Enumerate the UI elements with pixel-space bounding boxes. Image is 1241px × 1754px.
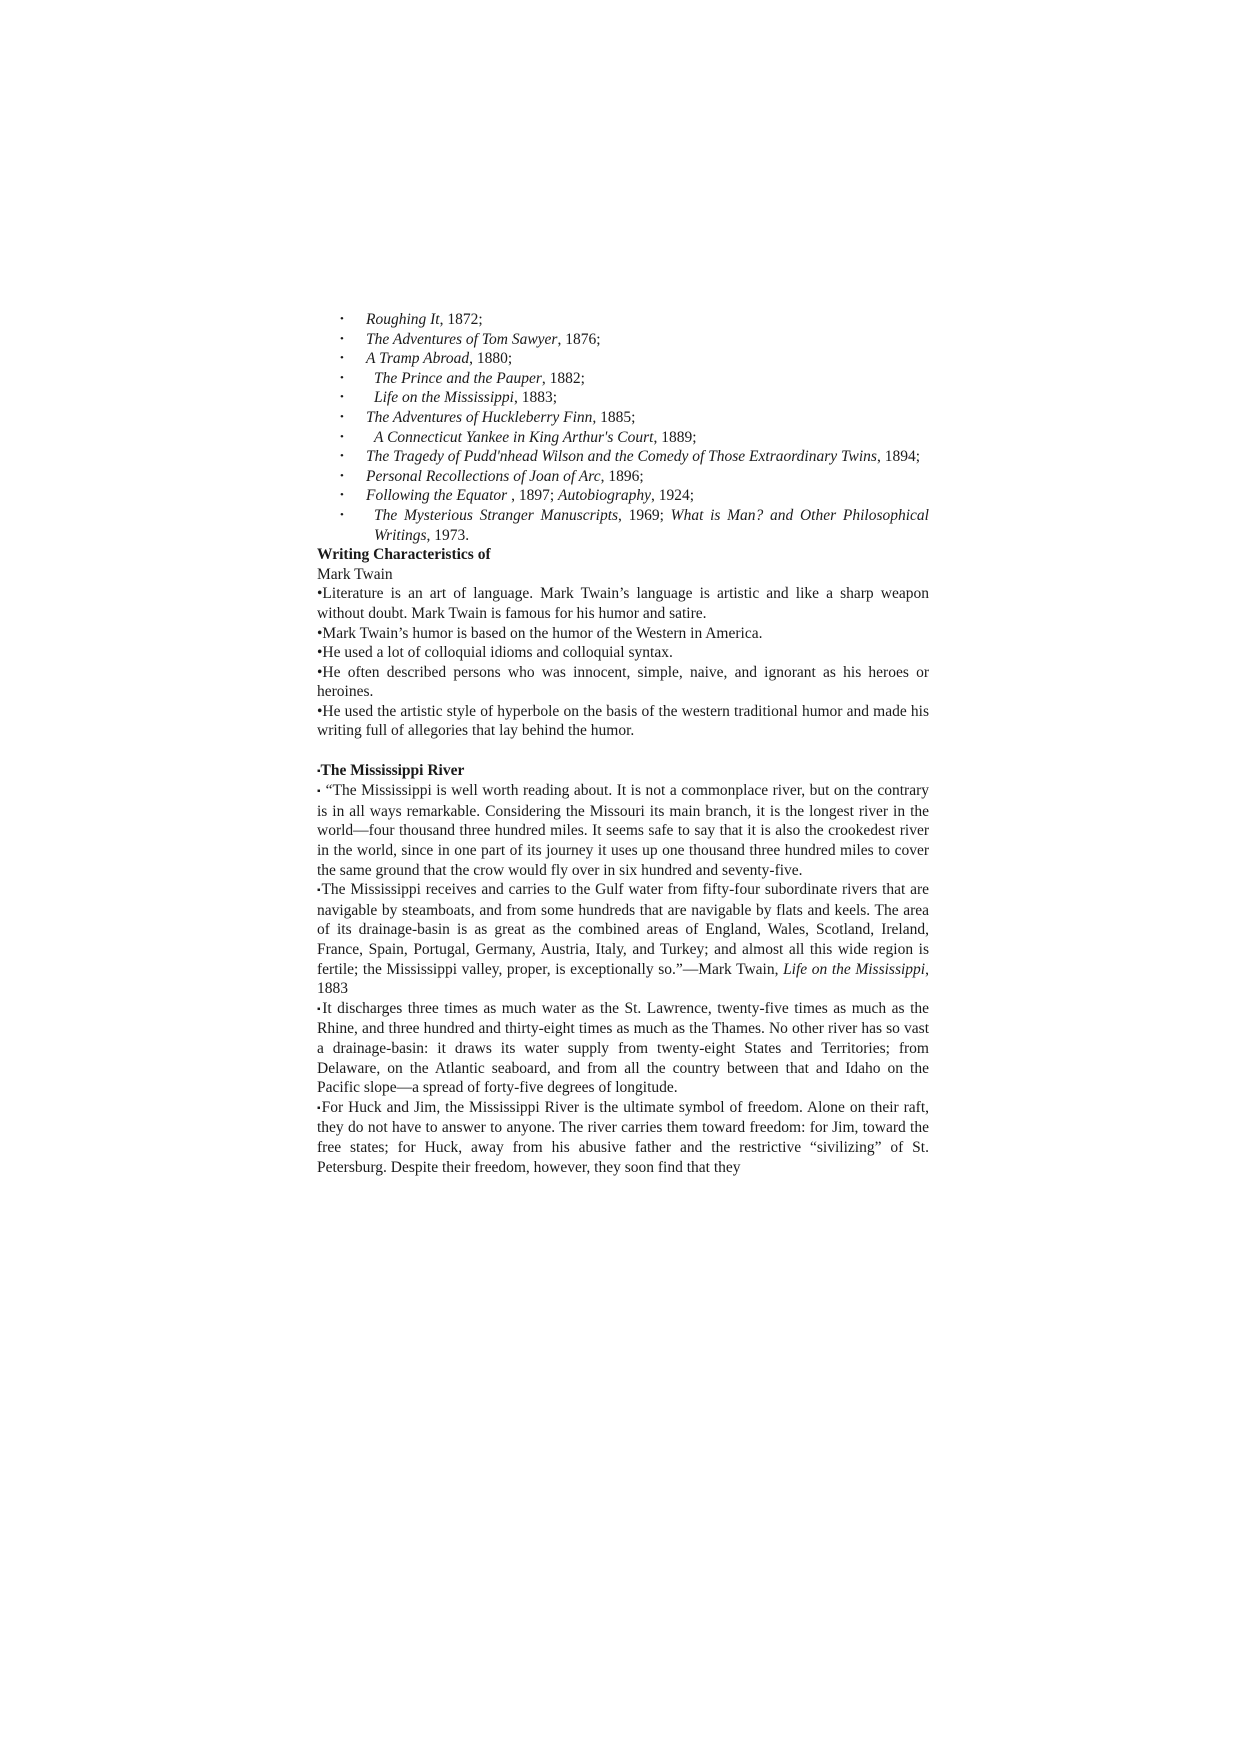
list-item: • Personal Recollections of Joan of Arc, 1896; <box>317 467 929 487</box>
list-item: • The Adventures of Huckleberry Finn, 1885; <box>317 408 929 428</box>
list-item: • A Connecticut Yankee in King Arthur's Court, 1889; <box>317 428 929 448</box>
paragraph: •Literature is an art of language. Mark Twain’s language is artistic and like a sharp weapon without doubt. Mark Twain is famous for his humor and satire. <box>317 585 929 622</box>
section-heading: Writing Characteristics of <box>317 546 491 564</box>
square-bullet-icon: ▪ <box>317 786 322 798</box>
paragraph: •Mark Twain’s humor is based on the humor of the Western in America. <box>317 624 763 642</box>
document-page <box>317 310 929 1177</box>
list-item: • Roughing It, 1872; <box>317 310 929 330</box>
paragraph: •He used a lot of colloquial idioms and colloquial syntax. <box>317 644 673 662</box>
list-item: • The Prince and the Pauper, 1882; <box>317 369 929 389</box>
square-bullet-icon: ▪ <box>317 1102 322 1114</box>
square-bullet-icon: ▪ <box>317 765 321 777</box>
section-subheading: Mark Twain <box>317 565 393 583</box>
paragraph: •He often described persons who was innocent, simple, naive, and ignorant as his heroes or heroines. <box>317 663 929 701</box>
paragraph: ▪ “The Mississippi is well worth reading about. It is not a commonplace river, but on the contrary is in all ways remarkable. Considering the Missouri its main branch, it is the longest river in the world—four thousand three hundred miles. It seems safe to say that it is also the crookedest river in the world, since in one part of its journey it uses up one thousand three hundred miles to cover the same ground that the crow would fly over in six hundred and seventy-five. <box>317 782 929 879</box>
paragraph: ▪It discharges three times as much water as the St. Lawrence, twenty-five times as much as the Rhine, and three hundred and thirty-eight times as much as the Thames. No other river has so vast a drainage-basin: it draws its water supply from twenty-eight States and Territories; from Delaware, on the Atlantic seaboard, and from all the country between that and Idaho on the Pacific slope—a spread of forty-five degrees of longitude. <box>317 999 930 1097</box>
paragraph: ▪The Mississippi receives and carries to the Gulf water from fifty-four subordinate rivers that are navigable by steamboats, and from some hundreds that are navigable by flats and keels. The area of its drainage-basin is as great as the combined areas of England, Wales, Scotland, Ireland, France, Spain, Portugal, Germany, Austria, Italy, and Turkey; and almost all this wide region is fertile; the Mississippi valley, proper, is exceptionally so.”—Mark Twain, Life on the Mississippi, 1883 <box>317 881 930 998</box>
list-item: • A Tramp Abroad, 1880; <box>317 349 929 369</box>
works-list <box>317 310 929 545</box>
list-item: • The Mysterious Stranger Manuscripts, 1969; What is Man? and Other Philosophical Writings, 1973. <box>317 506 929 545</box>
section-heading: ▪The Mississippi River <box>317 761 465 779</box>
square-bullet-icon: ▪ <box>317 885 322 897</box>
list-item: • Following the Equator , 1897; Autobiography, 1924; <box>317 486 929 506</box>
paragraph: ▪For Huck and Jim, the Mississippi River is the ultimate symbol of freedom. Alone on their raft, they do not have to answer to anyone. The river carries them toward freedom: for Jim, toward the free states; for Huck, away from his abusive father and the restrictive “sivilizing” of St. Petersburg. Despite their freedom, however, they soon find that they <box>317 1098 929 1176</box>
list-item: • Life on the Mississippi, 1883; <box>317 388 929 408</box>
spacer <box>317 741 929 761</box>
paragraph: •He used the artistic style of hyperbole on the basis of the western traditional humor and made his writing full of allegories that lay behind the humor. <box>317 702 929 740</box>
list-item: • The Adventures of Tom Sawyer, 1876; <box>317 330 929 350</box>
list-item: • The Tragedy of Pudd'nhead Wilson and the Comedy of Those Extraordinary Twins, 1894; <box>317 447 929 467</box>
square-bullet-icon: ▪ <box>317 1003 323 1015</box>
